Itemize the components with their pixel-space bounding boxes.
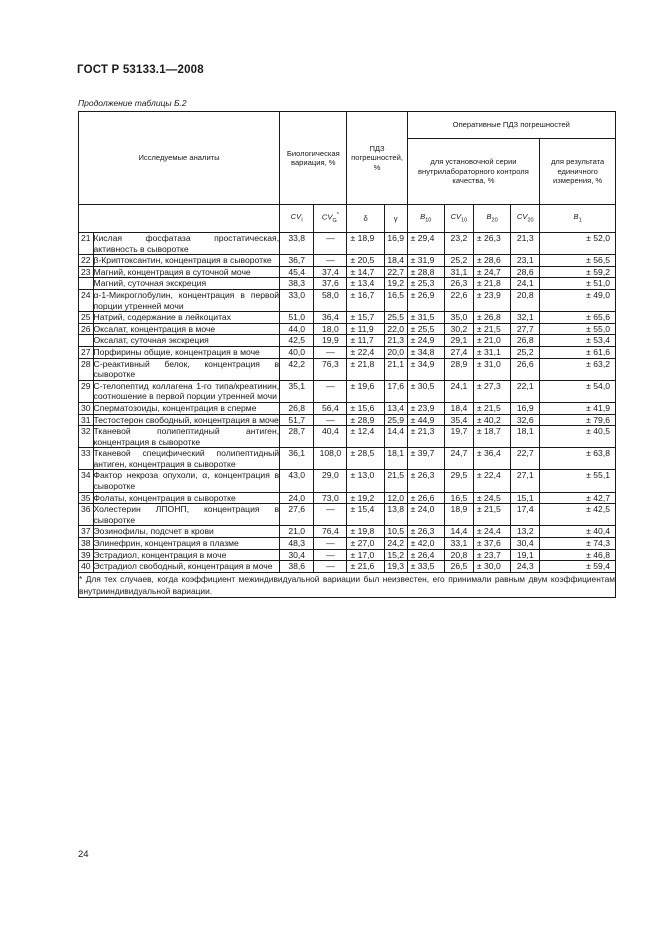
cell-cv10: 20,8: [444, 549, 473, 561]
analyte-name: Оксалат, суточная экскреция: [93, 335, 280, 347]
cell-b1: ± 42,5: [540, 504, 616, 526]
cell-cv20: 17,4: [511, 504, 540, 526]
table-row: [79, 549, 616, 561]
cell-b20: ± 21,5: [473, 504, 510, 526]
cell-gamma: 22,7: [384, 266, 407, 278]
cell-cvi: 27,6: [280, 504, 314, 526]
header-series: для установочной серии внутрилабораторного контроля качества, %: [407, 139, 540, 205]
row-number: 21: [79, 233, 94, 255]
cell-cvg: —: [314, 538, 347, 550]
table-row: [79, 526, 616, 538]
cell-cv10: 31,1: [444, 266, 473, 278]
cell-b10: ± 26,9: [407, 289, 444, 311]
cell-b1: ± 55,0: [540, 323, 616, 335]
analyte-name: Элинефрин, концентрация в плазме: [93, 538, 280, 550]
cell-cv20: 21,3: [511, 233, 540, 255]
cell-b1: ± 63,2: [540, 358, 616, 380]
cell-delta: ± 20,5: [347, 255, 384, 267]
cell-b10: ± 25,5: [407, 323, 444, 335]
cell-b10: ± 29,4: [407, 233, 444, 255]
document-title: ГОСТ Р 53133.1—2008: [77, 64, 204, 76]
analyte-name: Кислая фосфатаза простатическая, активность в сыворотке: [93, 233, 280, 254]
analyte-name: Тканевой полипептидный антиген, концентрация в сыворотке: [93, 426, 280, 447]
cell-cvi: 33,0: [280, 289, 314, 311]
cell-b10: ± 39,7: [407, 448, 444, 470]
row-number: 38: [79, 538, 94, 550]
cell-cvg: 37,6: [314, 278, 347, 290]
cell-cv10: 35,0: [444, 312, 473, 324]
cell-cvi: 42,2: [280, 358, 314, 380]
cell-cv20: 27,7: [511, 323, 540, 335]
row-number: 28: [79, 358, 94, 380]
cell-cv10: 30,2: [444, 323, 473, 335]
cell-cv10: 28,9: [444, 358, 473, 380]
cell-delta: ± 11,7: [347, 335, 384, 347]
analyte-name: Магний, суточная экскреция: [93, 278, 280, 290]
cell-cvg: 108,0: [314, 448, 347, 470]
table-caption: Продолжение таблицы Б.2: [78, 98, 187, 108]
analyte-name: Натрий, содержание в лейкоцитах: [93, 312, 280, 324]
header-cv20: $CV_{20}$: [511, 205, 540, 233]
row-number: 22: [79, 255, 94, 267]
header-b1: $B_1$: [540, 205, 616, 233]
table-row: [79, 380, 616, 402]
cell-cvi: 43,0: [280, 470, 314, 492]
cell-b1: ± 46,8: [540, 549, 616, 561]
cell-cvi: 30,4: [280, 549, 314, 561]
row-number: 23: [79, 266, 94, 278]
table-row: [79, 312, 616, 324]
analyte-name: α-1-Микроглобулин, концентрация в первой порции утренней мочи: [93, 289, 280, 311]
cell-gamma: 19,2: [384, 278, 407, 290]
cell-delta: ± 14,7: [347, 266, 384, 278]
cell-cvg: 76,4: [314, 526, 347, 538]
analyte-name: Тканевой специфический полипептидный антиген, концентрация в сыворотке: [93, 448, 280, 469]
cell-cv10: 23,2: [444, 233, 473, 255]
cell-b1: ± 79,6: [540, 414, 616, 426]
cell-b1: ± 61,6: [540, 346, 616, 358]
table-row: [79, 561, 616, 573]
analyte-name: Фактор некроза опухоли, α, концентрация в сыворотке: [93, 470, 280, 492]
cell-b20: ± 21,5: [473, 402, 510, 414]
cell-b10: ± 31,5: [407, 312, 444, 324]
cell-cv20: 23,1: [511, 255, 540, 267]
cell-cvg: 36,4: [314, 312, 347, 324]
cell-cv10: 19,7: [444, 426, 473, 448]
cell-gamma: 16,5: [384, 289, 407, 311]
analyte-name: Холестерин ЛПОНП, концентрация в сыворотке: [93, 504, 280, 525]
analyte-name: С-реактивный белок, концентрация в сыворотке: [93, 358, 280, 380]
cell-b20: ± 30,0: [473, 561, 510, 573]
analyte-name: Эстрадиол свободный, концентрация в моче: [93, 561, 280, 573]
cell-cv20: 24,1: [511, 278, 540, 290]
cell-b20: ± 26,8: [473, 312, 510, 324]
table-row: [79, 289, 616, 311]
cell-b10: ± 25,3: [407, 278, 444, 290]
table-row: [79, 448, 616, 470]
cell-b1: ± 40,4: [540, 526, 616, 538]
cell-b20: ± 36,4: [473, 448, 510, 470]
cell-cvg: 73,0: [314, 492, 347, 504]
table-row: [79, 233, 616, 255]
cell-b20: ± 23,7: [473, 549, 510, 561]
analyte-name: Порфирины общие, концентрация в моче: [93, 346, 280, 358]
cell-cv10: 26,3: [444, 278, 473, 290]
header-gamma: γ: [384, 205, 407, 233]
cell-cv10: 14,4: [444, 526, 473, 538]
cell-b20: ± 27,3: [473, 380, 510, 402]
cell-cv20: 27,1: [511, 470, 540, 492]
cell-gamma: 18,1: [384, 448, 407, 470]
header-analytes: Исследуемые аналиты: [79, 112, 280, 205]
cell-cvg: 76,3: [314, 358, 347, 380]
cell-cv10: 26,5: [444, 561, 473, 573]
row-number: 37: [79, 526, 94, 538]
cell-b20: ± 31,1: [473, 346, 510, 358]
cell-b20: ± 31,0: [473, 358, 510, 380]
row-number: 30: [79, 402, 94, 414]
cell-cv20: 15,1: [511, 492, 540, 504]
cell-delta: ± 15,6: [347, 402, 384, 414]
cell-cvg: —: [314, 504, 347, 526]
table-row: [79, 278, 616, 290]
cell-cvi: 26,8: [280, 402, 314, 414]
header-cv10: $CV_{10}$: [444, 205, 473, 233]
row-number: 29: [79, 380, 94, 402]
cell-cvg: —: [314, 380, 347, 402]
cell-b1: ± 51,0: [540, 278, 616, 290]
table-row: [79, 266, 616, 278]
cell-b10: ± 26,3: [407, 526, 444, 538]
cell-cv20: 13,2: [511, 526, 540, 538]
cell-cvg: 29,0: [314, 470, 347, 492]
header-pdz-error: ПДЗ погрешностей, %: [347, 112, 407, 205]
cell-cvg: —: [314, 549, 347, 561]
cell-gamma: 17,6: [384, 380, 407, 402]
table-row: [79, 255, 616, 267]
analyte-name: Эстрадиол, концентрация в моче: [93, 549, 280, 561]
cell-gamma: 21,3: [384, 335, 407, 347]
cell-b1: ± 52,0: [540, 233, 616, 255]
header-b20: $B_{20}$: [473, 205, 510, 233]
table-footnote: * Для тех случаев, когда коэффициент межиндивидуальной вариации был неизвестен, его принимали равным двум коэффициентам внутрииндивидуальной вариации.: [79, 573, 615, 596]
analyte-name: Оксалат, концентрация в моче: [93, 323, 280, 335]
cell-cvi: 33,8: [280, 233, 314, 255]
cell-gamma: 21,5: [384, 470, 407, 492]
cell-b1: ± 54,0: [540, 380, 616, 402]
cell-gamma: 25,5: [384, 312, 407, 324]
cell-cv10: 29,5: [444, 470, 473, 492]
table-body: [79, 233, 616, 573]
cell-cvi: 48,3: [280, 538, 314, 550]
table-row: [79, 358, 616, 380]
cell-b1: ± 49,0: [540, 289, 616, 311]
cell-cvg: 40,4: [314, 426, 347, 448]
row-number: 39: [79, 549, 94, 561]
cell-cvi: 35,1: [280, 380, 314, 402]
cell-b10: ± 21,3: [407, 426, 444, 448]
analyte-name: С-телопептид коллагена 1-го типа/креатинин, соотношение в первой порции утренней мочи: [93, 380, 280, 402]
cell-b20: ± 18,7: [473, 426, 510, 448]
cell-b1: ± 55,1: [540, 470, 616, 492]
cell-cv10: 18,9: [444, 504, 473, 526]
cell-b10: ± 26,3: [407, 470, 444, 492]
cell-cvg: —: [314, 346, 347, 358]
cell-b20: ± 26,3: [473, 233, 510, 255]
cell-delta: ± 19,8: [347, 526, 384, 538]
row-number: 27: [79, 346, 94, 358]
cell-cv10: 16,5: [444, 492, 473, 504]
row-number: 25: [79, 312, 94, 324]
analyte-name: Фолаты, концентрация в сыворотке: [93, 492, 280, 504]
cell-cv20: 20,8: [511, 289, 540, 311]
analyte-name: Магний, концентрация в суточной моче: [93, 266, 280, 278]
cell-delta: ± 18,9: [347, 233, 384, 255]
row-number: 35: [79, 492, 94, 504]
table-row: [79, 346, 616, 358]
cell-cv10: 24,1: [444, 380, 473, 402]
cell-b10: ± 24,0: [407, 504, 444, 526]
cell-delta: ± 13,0: [347, 470, 384, 492]
cell-b1: ± 63,8: [540, 448, 616, 470]
cell-cvi: 51,0: [280, 312, 314, 324]
cell-gamma: 22,0: [384, 323, 407, 335]
cell-cv20: 25,2: [511, 346, 540, 358]
table-row: [79, 538, 616, 550]
cell-cv10: 29,1: [444, 335, 473, 347]
cell-delta: ± 28,9: [347, 414, 384, 426]
cell-b10: ± 31,9: [407, 255, 444, 267]
cell-b1: ± 74,3: [540, 538, 616, 550]
cell-b10: ± 34,8: [407, 346, 444, 358]
cell-gamma: 12,0: [384, 492, 407, 504]
cell-cv10: 25,2: [444, 255, 473, 267]
cell-b10: ± 33,5: [407, 561, 444, 573]
cell-cv20: 24,3: [511, 561, 540, 573]
cell-cv20: 26,8: [511, 335, 540, 347]
table-row: [79, 323, 616, 335]
cell-delta: ± 12,4: [347, 426, 384, 448]
cell-b1: ± 40,5: [540, 426, 616, 448]
table-row: [79, 426, 616, 448]
cell-b1: ± 42,7: [540, 492, 616, 504]
cell-cvg: —: [314, 414, 347, 426]
cell-b10: ± 26,4: [407, 549, 444, 561]
cell-cvg: —: [314, 255, 347, 267]
cell-b10: ± 44,9: [407, 414, 444, 426]
row-number: [79, 335, 94, 347]
cell-cv20: 19,1: [511, 549, 540, 561]
cell-cvg: 37,4: [314, 266, 347, 278]
row-number: 40: [79, 561, 94, 573]
cell-cvg: 19,9: [314, 335, 347, 347]
cell-cv10: 27,4: [444, 346, 473, 358]
table-row: [79, 402, 616, 414]
cell-b1: ± 59,4: [540, 561, 616, 573]
cell-cv10: 24,7: [444, 448, 473, 470]
row-number: 26: [79, 323, 94, 335]
cell-cvi: 45,4: [280, 266, 314, 278]
cell-gamma: 10,5: [384, 526, 407, 538]
cell-delta: ± 11,9: [347, 323, 384, 335]
cell-b20: ± 22,4: [473, 470, 510, 492]
cell-b20: ± 23,9: [473, 289, 510, 311]
cell-b1: ± 56,5: [540, 255, 616, 267]
table-row: [79, 504, 616, 526]
cell-delta: ± 13,4: [347, 278, 384, 290]
cell-b20: ± 24,5: [473, 492, 510, 504]
cell-cvg: 56,4: [314, 402, 347, 414]
cell-cvi: 28,7: [280, 426, 314, 448]
table-row: [79, 470, 616, 492]
cell-cvi: 40,0: [280, 346, 314, 358]
cell-cvg: —: [314, 561, 347, 573]
header-cvi: $CV_I$: [280, 205, 314, 233]
cell-b20: ± 28,6: [473, 255, 510, 267]
cell-cv10: 33,1: [444, 538, 473, 550]
cell-cvi: 36,1: [280, 448, 314, 470]
cell-cv20: 26,6: [511, 358, 540, 380]
cell-delta: ± 16,7: [347, 289, 384, 311]
cell-gamma: 14,4: [384, 426, 407, 448]
cell-b20: ± 40,2: [473, 414, 510, 426]
cell-b10: ± 30,5: [407, 380, 444, 402]
row-number: [79, 278, 94, 290]
cell-b20: ± 21,5: [473, 323, 510, 335]
header-delta: δ: [347, 205, 384, 233]
cell-b10: ± 26,6: [407, 492, 444, 504]
cell-gamma: 16,9: [384, 233, 407, 255]
cell-cvi: 36,7: [280, 255, 314, 267]
cell-cv20: 22,1: [511, 380, 540, 402]
table-row: [79, 335, 616, 347]
cell-gamma: 13,8: [384, 504, 407, 526]
cell-cvg: 58,0: [314, 289, 347, 311]
cell-b1: ± 59,2: [540, 266, 616, 278]
cell-cv20: 32,1: [511, 312, 540, 324]
cell-cvg: 18,0: [314, 323, 347, 335]
cell-delta: ± 21,8: [347, 358, 384, 380]
cell-cv20: 18,1: [511, 426, 540, 448]
row-number: 33: [79, 448, 94, 470]
cell-b1: ± 65,6: [540, 312, 616, 324]
cell-cvi: 51,7: [280, 414, 314, 426]
cell-b20: ± 24,4: [473, 526, 510, 538]
cell-gamma: 13,4: [384, 402, 407, 414]
cell-cvi: 21,0: [280, 526, 314, 538]
cell-cvi: 44,0: [280, 323, 314, 335]
row-number: 32: [79, 426, 94, 448]
analyte-name: Эозинофилы, подсчет в крови: [93, 526, 280, 538]
table-row: [79, 414, 616, 426]
cell-delta: ± 19,6: [347, 380, 384, 402]
row-number: 31: [79, 414, 94, 426]
cell-delta: ± 19,2: [347, 492, 384, 504]
header-operative-pdz: Оперативные ПДЗ погрешностей: [407, 112, 615, 139]
cell-cv20: 22,7: [511, 448, 540, 470]
cell-delta: ± 15,7: [347, 312, 384, 324]
cell-gamma: 15,2: [384, 549, 407, 561]
cell-gamma: 18,4: [384, 255, 407, 267]
table-row: [79, 492, 616, 504]
cell-b1: ± 41,9: [540, 402, 616, 414]
cell-cv20: 32,6: [511, 414, 540, 426]
header-cvg: $CV_G^*$: [314, 205, 347, 233]
cell-cvi: 38,3: [280, 278, 314, 290]
header-empty: [79, 205, 280, 233]
cell-b20: ± 21,0: [473, 335, 510, 347]
cell-cv10: 22,6: [444, 289, 473, 311]
cell-b20: ± 24,7: [473, 266, 510, 278]
row-number: 34: [79, 470, 94, 492]
cell-cvi: 24,0: [280, 492, 314, 504]
cell-b10: ± 24,9: [407, 335, 444, 347]
cell-b10: ± 23,9: [407, 402, 444, 414]
cell-gamma: 25,9: [384, 414, 407, 426]
page-number: 24: [78, 849, 89, 860]
analytes-table: [78, 111, 616, 598]
cell-cv20: 28,6: [511, 266, 540, 278]
cell-gamma: 24,2: [384, 538, 407, 550]
cell-cvg: —: [314, 233, 347, 255]
row-number: 24: [79, 289, 94, 311]
cell-cvi: 42,5: [280, 335, 314, 347]
cell-delta: ± 21,6: [347, 561, 384, 573]
cell-delta: ± 28,5: [347, 448, 384, 470]
cell-cv10: 35,4: [444, 414, 473, 426]
header-bio-variation: Биологическая вариация, %: [280, 112, 347, 205]
cell-b1: ± 53,4: [540, 335, 616, 347]
cell-delta: ± 15,4: [347, 504, 384, 526]
cell-b10: ± 34,9: [407, 358, 444, 380]
cell-delta: ± 27,0: [347, 538, 384, 550]
cell-b20: ± 37,6: [473, 538, 510, 550]
analyte-name: β-Криптоксантин, концентрация в сыворотке: [93, 255, 280, 267]
header-b10: $B_{10}$: [407, 205, 444, 233]
cell-cvi: 38,6: [280, 561, 314, 573]
header-single-measurement: для результата единичного измерения, %: [540, 139, 616, 205]
cell-b20: ± 21,8: [473, 278, 510, 290]
cell-delta: ± 17,0: [347, 549, 384, 561]
cell-cv10: 18,4: [444, 402, 473, 414]
analyte-name: Сперматозоиды, концентрация в сперме: [93, 402, 280, 414]
cell-b10: ± 42,0: [407, 538, 444, 550]
cell-gamma: 20,0: [384, 346, 407, 358]
cell-cv20: 16,9: [511, 402, 540, 414]
cell-gamma: 21,1: [384, 358, 407, 380]
cell-gamma: 19,3: [384, 561, 407, 573]
analyte-name: Тестостерон свободный, концентрация в моче: [93, 414, 279, 425]
cell-b10: ± 28,8: [407, 266, 444, 278]
row-number: 36: [79, 504, 94, 526]
cell-delta: ± 22,4: [347, 346, 384, 358]
cell-cv20: 30,4: [511, 538, 540, 550]
